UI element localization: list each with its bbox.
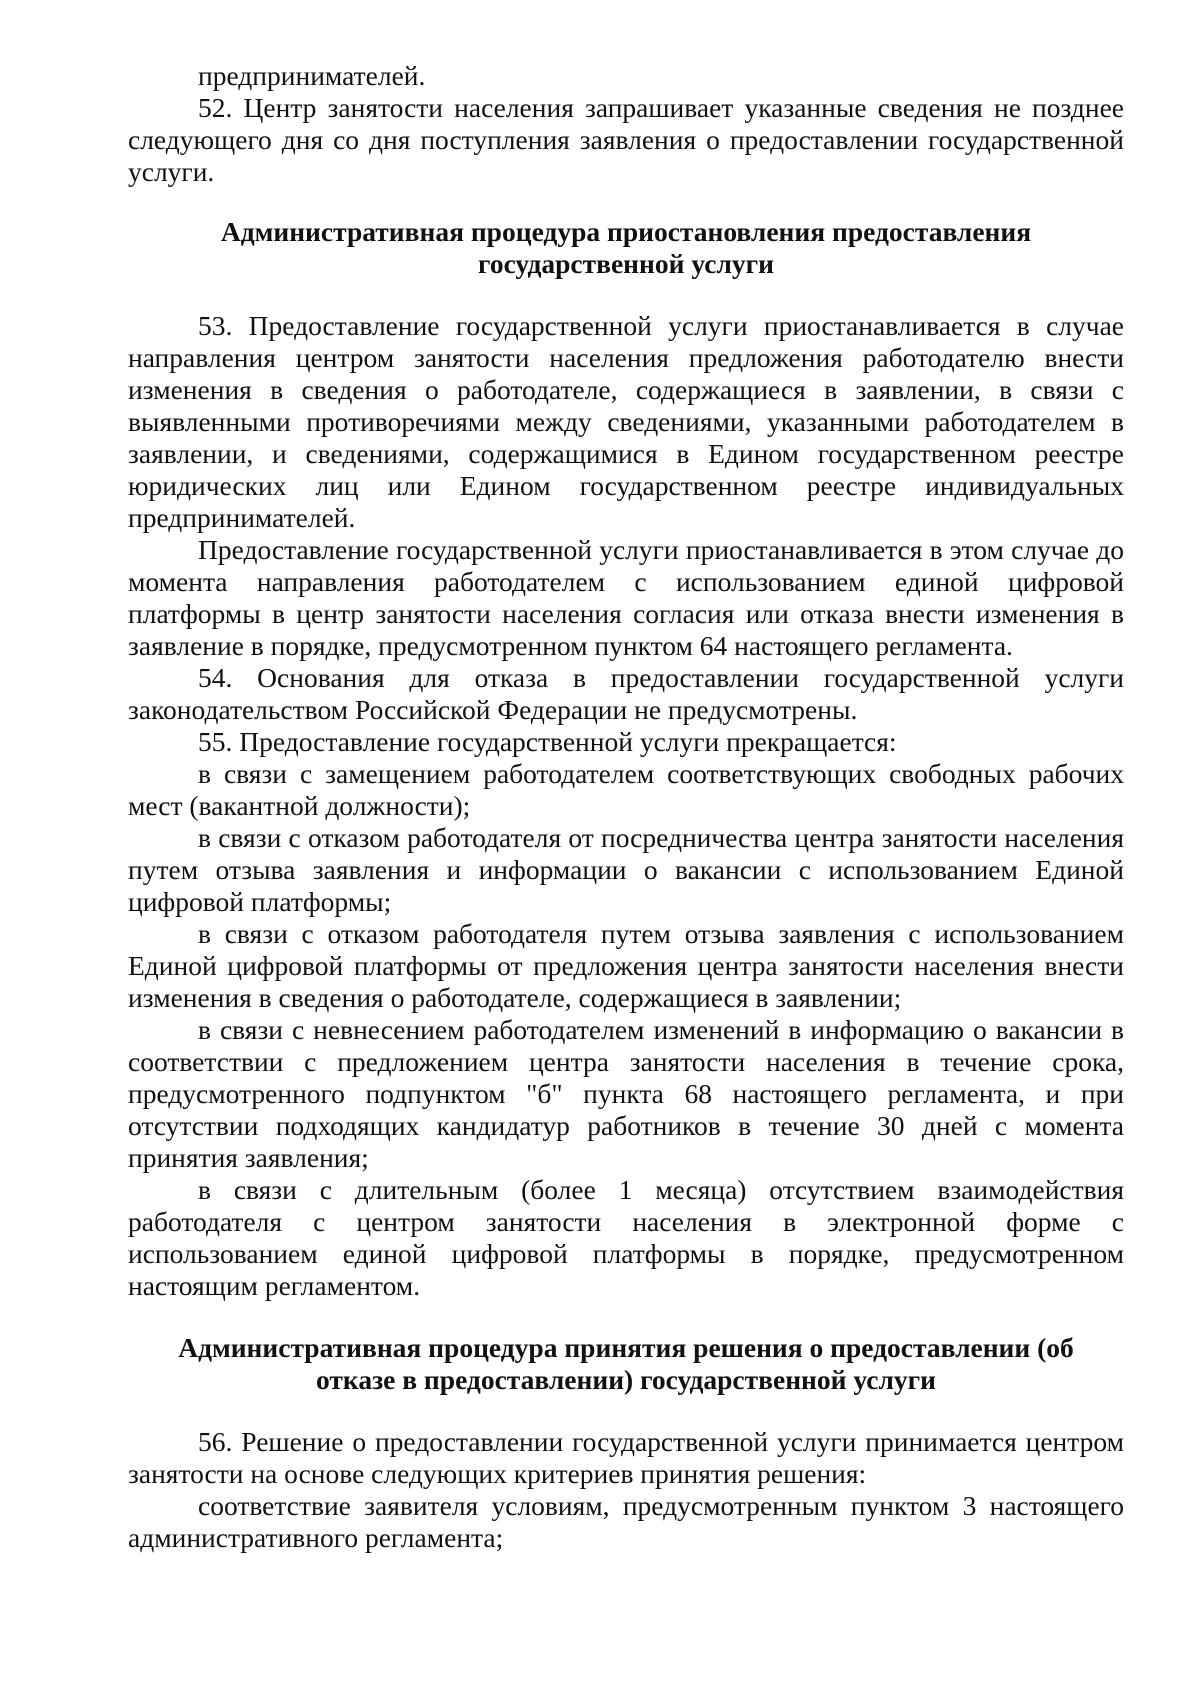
paragraph-55-item: в связи с отказом работодателя от посредничества центра занятости населения путем отзыва заявления и информации о вакансии с использованием Единой цифровой платформы; [128,822,1124,917]
paragraph-53-continued: Предоставление государственной услуги приостанавливается в этом случае до момента направления работодателем с использованием единой цифровой платформы в центр занятости населения согласия или отказа внести изменения в заявление в порядке, предусмотренном пунктом 64 настоящего регламента. [128,534,1124,661]
document-body [128,60,1124,1554]
paragraph-53: 53. Предоставление государственной услуги приостанавливается в случае направления центром занятости населения предложения работодателю внести изменения в сведения о работодателе, содержащиеся в заявлении, в связи с выявленными противоречиями между сведениями, указанными работодателем в заявлении, и сведениями, содержащимися в Едином государственном реестре юридических лиц или Едином государственном реестре индивидуальных предпринимателей. [128,310,1124,533]
paragraph-55-item: в связи с невнесением работодателем изменений в информацию о вакансии в соответствии с предложением центра занятости населения в течение срока, предусмотренного подпунктом "б" пункта 68 настоящего регламента, и при отсутствии подходящих кандидатур работников в течение 30 дней с момента принятия заявления; [128,1014,1124,1173]
paragraph-54: 54. Основания для отказа в предоставлении государственной услуги законодательством Российской Федерации не предусмотрены. [128,662,1124,725]
paragraph-continuation: предпринимателей. [198,60,426,91]
paragraph-52: 52. Центр занятости населения запрашивает указанные сведения не позднее следующего дня со дня поступления заявления о предоставлении государственной услуги. [128,92,1124,187]
section-heading-decision: Административная процедура принятия решения о предоставлении (об отказе в предоставлении) государственной услуги [178,1332,1074,1395]
paragraph-55: 55. Предоставление государственной услуги прекращается: [198,726,897,757]
paragraph-56: 56. Решение о предоставлении государственной услуги принимается центром занятости на основе следующих критериев принятия решения: [128,1426,1124,1489]
paragraph-55-item: в связи с замещением работодателем соответствующих свободных рабочих мест (вакантной должности); [128,758,1124,821]
paragraph-55-item: в связи с отказом работодателя путем отзыва заявления с использованием Единой цифровой платформы от предложения центра занятости населения внести изменения в сведения о работодателе, содержащиеся в заявлении; [128,918,1124,1013]
paragraph-56-item: соответствие заявителя условиям, предусмотренным пунктом 3 настоящего административного регламента; [128,1490,1124,1553]
section-heading-suspension: Административная процедура приостановления предоставления государственной услуги [220,216,1032,279]
paragraph-55-item: в связи с длительным (более 1 месяца) отсутствием взаимодействия работодателя с центром занятости населения в электронной форме с использованием единой цифровой платформы в порядке, предусмотренном настоящим регламентом. [128,1174,1124,1301]
